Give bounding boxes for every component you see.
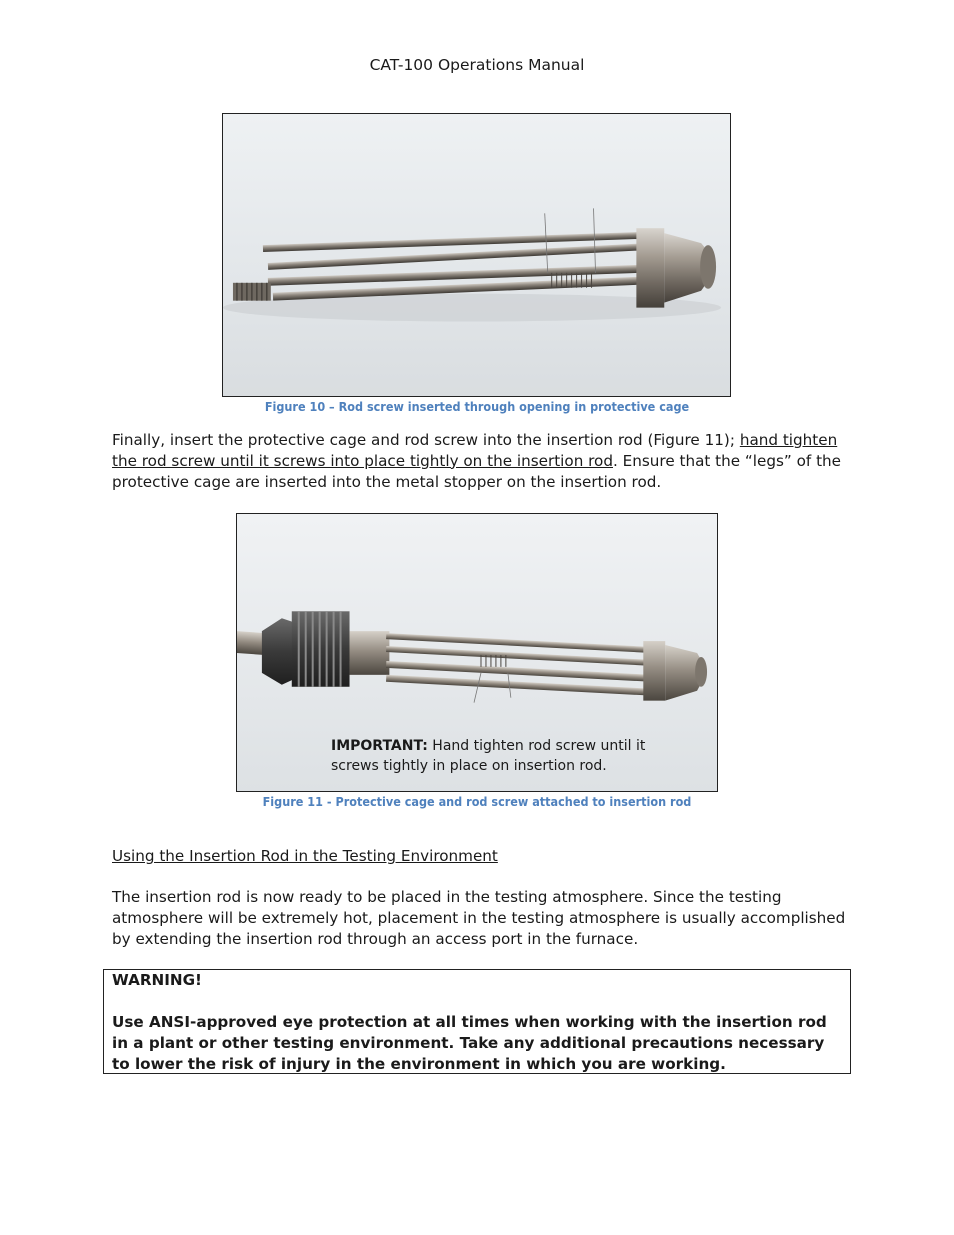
important-text: Hand tighten rod screw until it screws tightly in place on insertion rod. xyxy=(331,738,646,774)
important-label: IMPORTANT: xyxy=(331,738,428,754)
figure-10-caption: Figure 10 – Rod screw inserted through opening in protective cage xyxy=(264,399,690,414)
section-body: The insertion rod is now ready to be placed in the testing atmosphere. Since the testing atmosphere will be extremely hot, placement in the testing atmosphere is usually accomplished by extending the insertion rod through an access port in the furnace. xyxy=(112,888,846,948)
important-note xyxy=(331,737,651,776)
section-heading: Using the Insertion Rod in the Testing Environment xyxy=(112,847,498,865)
figure-11-caption: Figure 11 - Protective cage and rod screw attached to insertion rod xyxy=(262,794,692,809)
figure-10-photo xyxy=(222,113,731,397)
instruction-underlined: hand tighten the rod screw until it screws into place tightly on the insertion rod xyxy=(112,431,838,470)
warning-title: WARNING! xyxy=(112,971,202,989)
warning-body: Use ANSI-approved eye protection at all times when working with the insertion rod in a plant or other testing environment. Take any additional precautions necessary to lower the risk of injury in the environment in which you are working. xyxy=(112,1013,827,1073)
instruction-text-2: . Ensure that the “legs” of the protective cage are inserted into the metal stopper on the insertion rod. xyxy=(112,451,841,491)
page-header: CAT-100 Operations Manual xyxy=(369,56,585,74)
instruction-paragraph xyxy=(112,430,847,492)
instruction-text-1: Finally, insert the protective cage and rod screw into the insertion rod (Figure 11); xyxy=(112,431,740,449)
